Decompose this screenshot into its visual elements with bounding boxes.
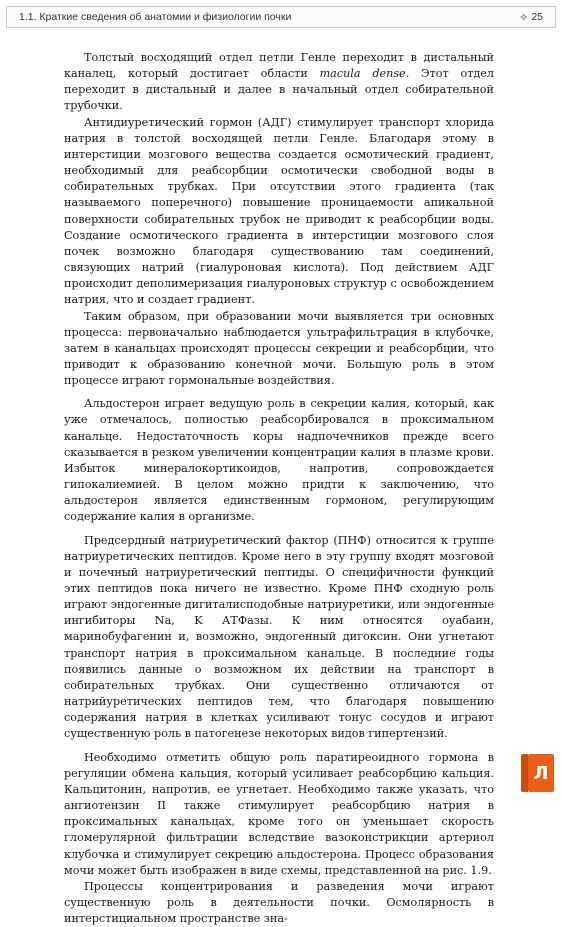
page-folio [519, 11, 543, 24]
paragraph-4: Альдостерон играет ведущую роль в секреции калия, который, как уже отмечалось, полностью реабсорбировался в проксимальном канальце. Недостаточность коры надпочечников прежде всего сказывается в резком увеличении концентрации калия в плазме крови. Избыток минералокортикоидов, напротив, сопровождается гипокалиемией. В целом можно придти к заключению, что альдостерон является единственным гормоном, регулирующим содержание калия в организме. [64, 397, 494, 524]
section-title: 1.1. Краткие сведения об анатомии и физиологии почки [19, 11, 292, 23]
paragraph-5: Предсердный натриуретический фактор (ПНФ) относится к группе натриуретических пептидов. Кроме него в эту группу входят мозговой и почечный натриуретический пептиды. О специфичности функций этих пептидов пока ничего не известно. Кроме ПНФ сходную роль играют эндогенные дигиталисподобные натриуретики, или эндогенные ингибиторы Na, K АТФазы. К ним относятся оуабаин, маринобуфагенин и, возможно, эндогенный дигоксин. Они угнетают транспорт натрия в проксимальном канальце. В последние годы появились данные о возможном их действии на транспорт в собирательных трубках. Они существенно отличаются от натрийуретических пептидов тем, что благодаря повышению содержания натрия в клетках усиливают тонус сосудов и играют существенную роль в патогенезе некоторых видов гипертензий. [64, 533, 494, 741]
paragraph-6: Необходимо отметить общую роль паратиреоидного гормона в регуляции обмена кальция, который усиливает реабсорбцию кальция. Кальцитонин, напротив, ее угнетает. Необходимо также указать, что ангиотензин II также стимулирует реабсорбцию натрия в проксимальных канальцах, кроме того он уменьшает скорость гломерулярной фильтрации вследствие вазоконстрикции артериол клубочка и стимулирует секрецию альдостерона. Процесс образования мочи может быть изображен в виде схемы, представленной на рис. 1.9. [64, 750, 494, 877]
paragraph-3: Таким образом, при образовании мочи выявляется три основных процесса: первоначально наблюдается ультрафильтрация в клубочке, затем в канальцах происходят процессы секреции и реабсорбции, что приводит к образованию конечной мочи. Большую роль в этом процессе играют гормональные воздействия. [64, 309, 494, 388]
publisher-logo-letter: Л [533, 762, 549, 784]
body-text [64, 50, 494, 927]
diamond-ornament-icon: ✧ [519, 11, 529, 24]
page-number: 25 [531, 11, 543, 23]
publisher-logo [528, 754, 554, 792]
running-header [6, 6, 556, 28]
paragraph-1: Толстый восходящий отдел петли Генле переходит в дистальный каналец, который достигает области macula dense. Этот отдел переходит в дистальный и далее в начальный отдел собирательной трубочки. [64, 51, 494, 113]
latin-term: macula dense [319, 67, 406, 81]
paragraph-7: Процессы концентрирования и разведения мочи играют существенную роль в деятельности почки. Осмолярность в интерстициальном пространстве зна- [64, 879, 494, 926]
paragraph-2: Антидиуретический гормон (АДГ) стимулирует транспорт хлорида натрия в толстой восходящей петли Генле. Благодаря этому в интерстиции мозгового вещества создается осмотический градиент, необходимый для реабсорбции осмотически свободной воды в собирательных трубках. При отсутствии этого градиента (так называемого поперечного) повышение проницаемости апикальной поверхности собирательных трубок не приводит к реабсорбции воды. Создание осмотического градиента в интерстиции мозгового слоя почек возможно благодаря существованию там соединений, связующих натрий (гиалуроновая кислота). Под действием АДГ происходит деполимеризация гиалуроновых структур с освобождением натрия, что и создает градиент. [64, 115, 494, 307]
